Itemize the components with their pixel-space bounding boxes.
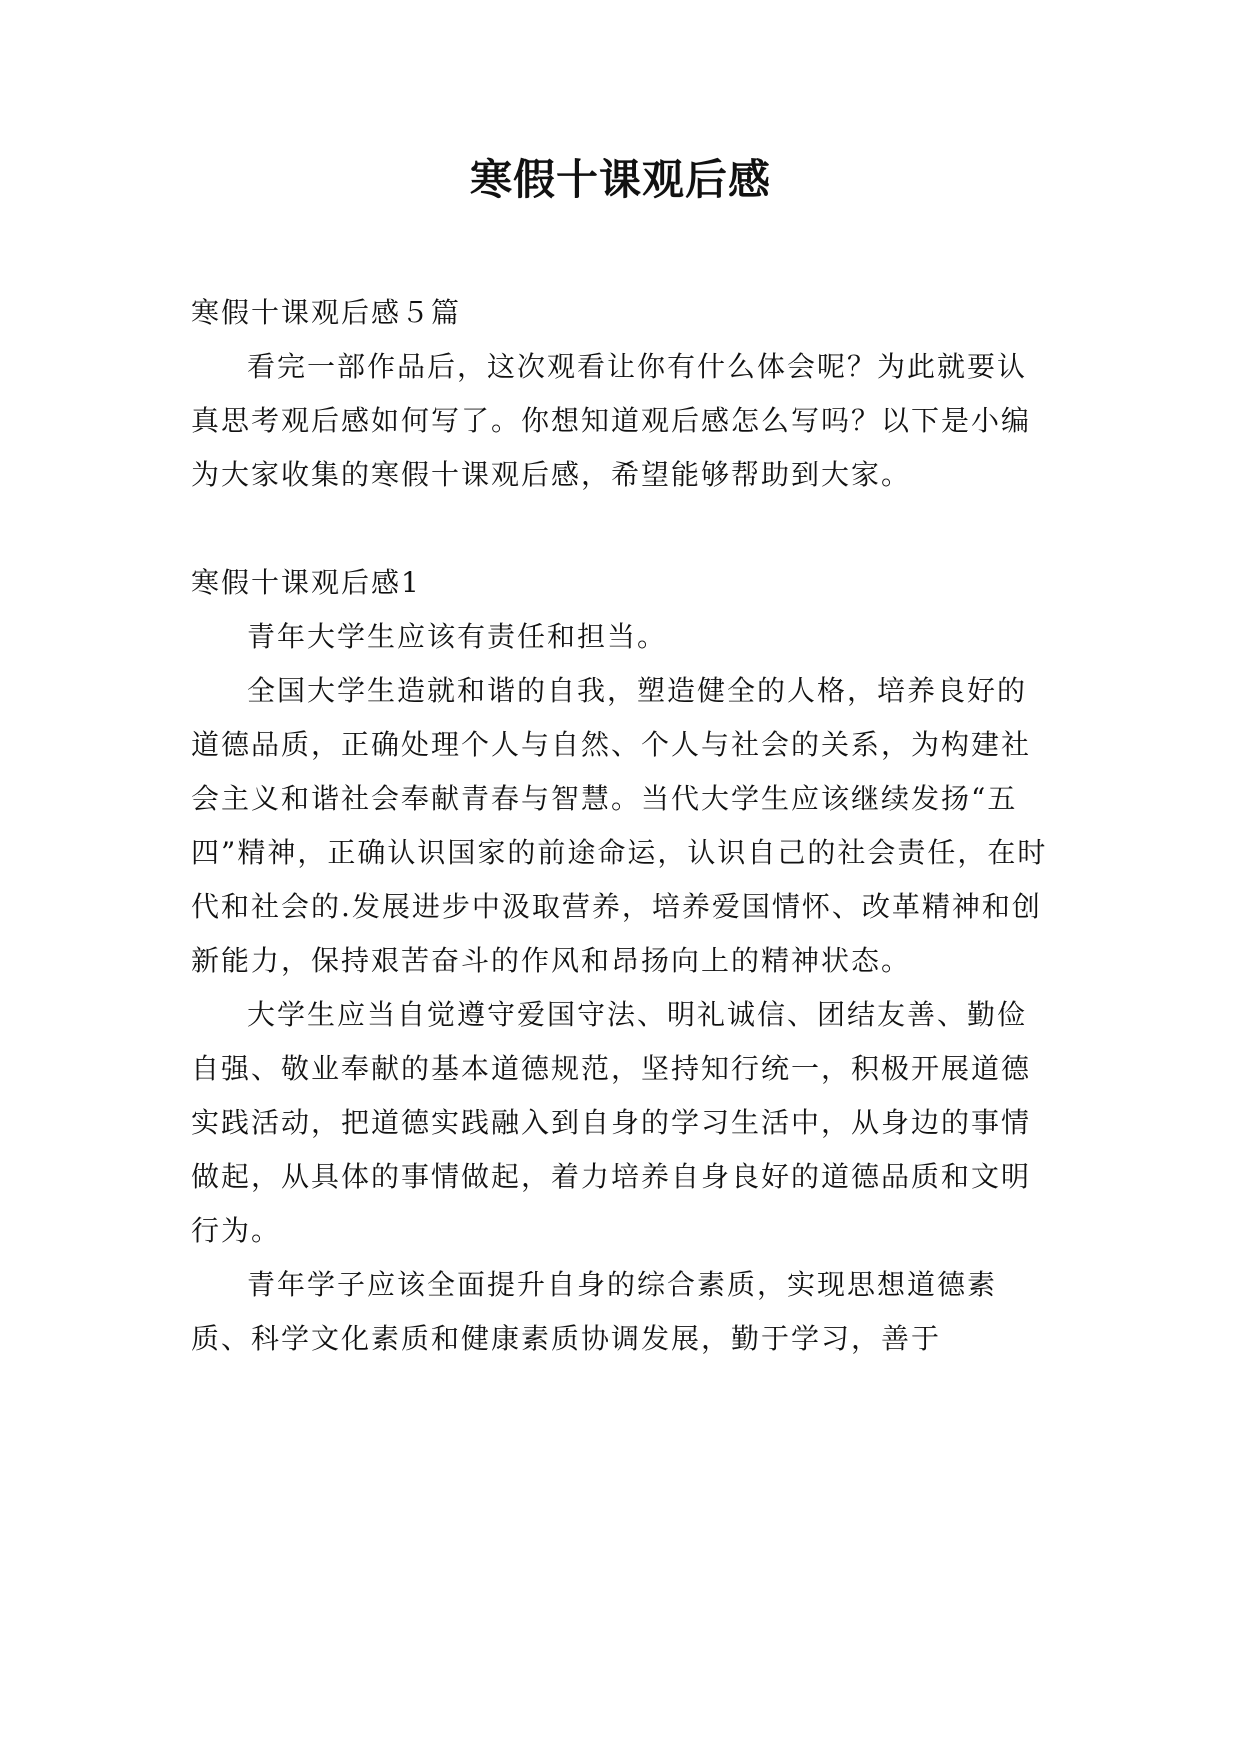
section1-paragraph-4: 青年学子应该全面提升自身的综合素质，实现思想道德素质、科学文化素质和健康素质协调发展，勤于学习，善于 (191, 1268, 998, 1355)
intro-paragraph: 看完一部作品后，这次观看让你有什么体会呢？为此就要认真思考观后感如何写了。你想知道观后感怎么写吗？以下是小编为大家收集的寒假十课观后感，希望能够帮助到大家。 (191, 350, 1032, 491)
document-body (191, 286, 1051, 1366)
document-title: 寒假十课观后感 (469, 155, 771, 204)
section-spacer (191, 502, 1051, 556)
section1-paragraph-1: 青年大学生应该有责任和担当。 (247, 620, 668, 653)
section1-heading: 寒假十课观后感1 (191, 566, 421, 599)
section1-paragraph-2: 全国大学生造就和谐的自我，塑造健全的人格，培养良好的道德品质，正确处理个人与自然、个人与社会的关系，为构建社会主义和谐社会奉献青春与智慧。当代大学生应该继续发扬“五四”精神，正确认识国家的前途命运，认识自己的社会责任，在时代和社会的.发展进步中汲取营养，培养爱国情怀、改革精神和创新能力，保持艰苦奋斗的作风和昂扬向上的精神状态。 (191, 674, 1048, 977)
section1-paragraph-3: 大学生应当自觉遵守爱国守法、明礼诚信、团结友善、勤俭自强、敬业奉献的基本道德规范，坚持知行统一，积极开展道德实践活动，把道德实践融入到自身的学习生活中，从身边的事情做起，从具体的事情做起，着力培养自身良好的道德品质和文明行为。 (191, 998, 1032, 1247)
intro-heading: 寒假十课观后感５篇 (191, 296, 462, 329)
